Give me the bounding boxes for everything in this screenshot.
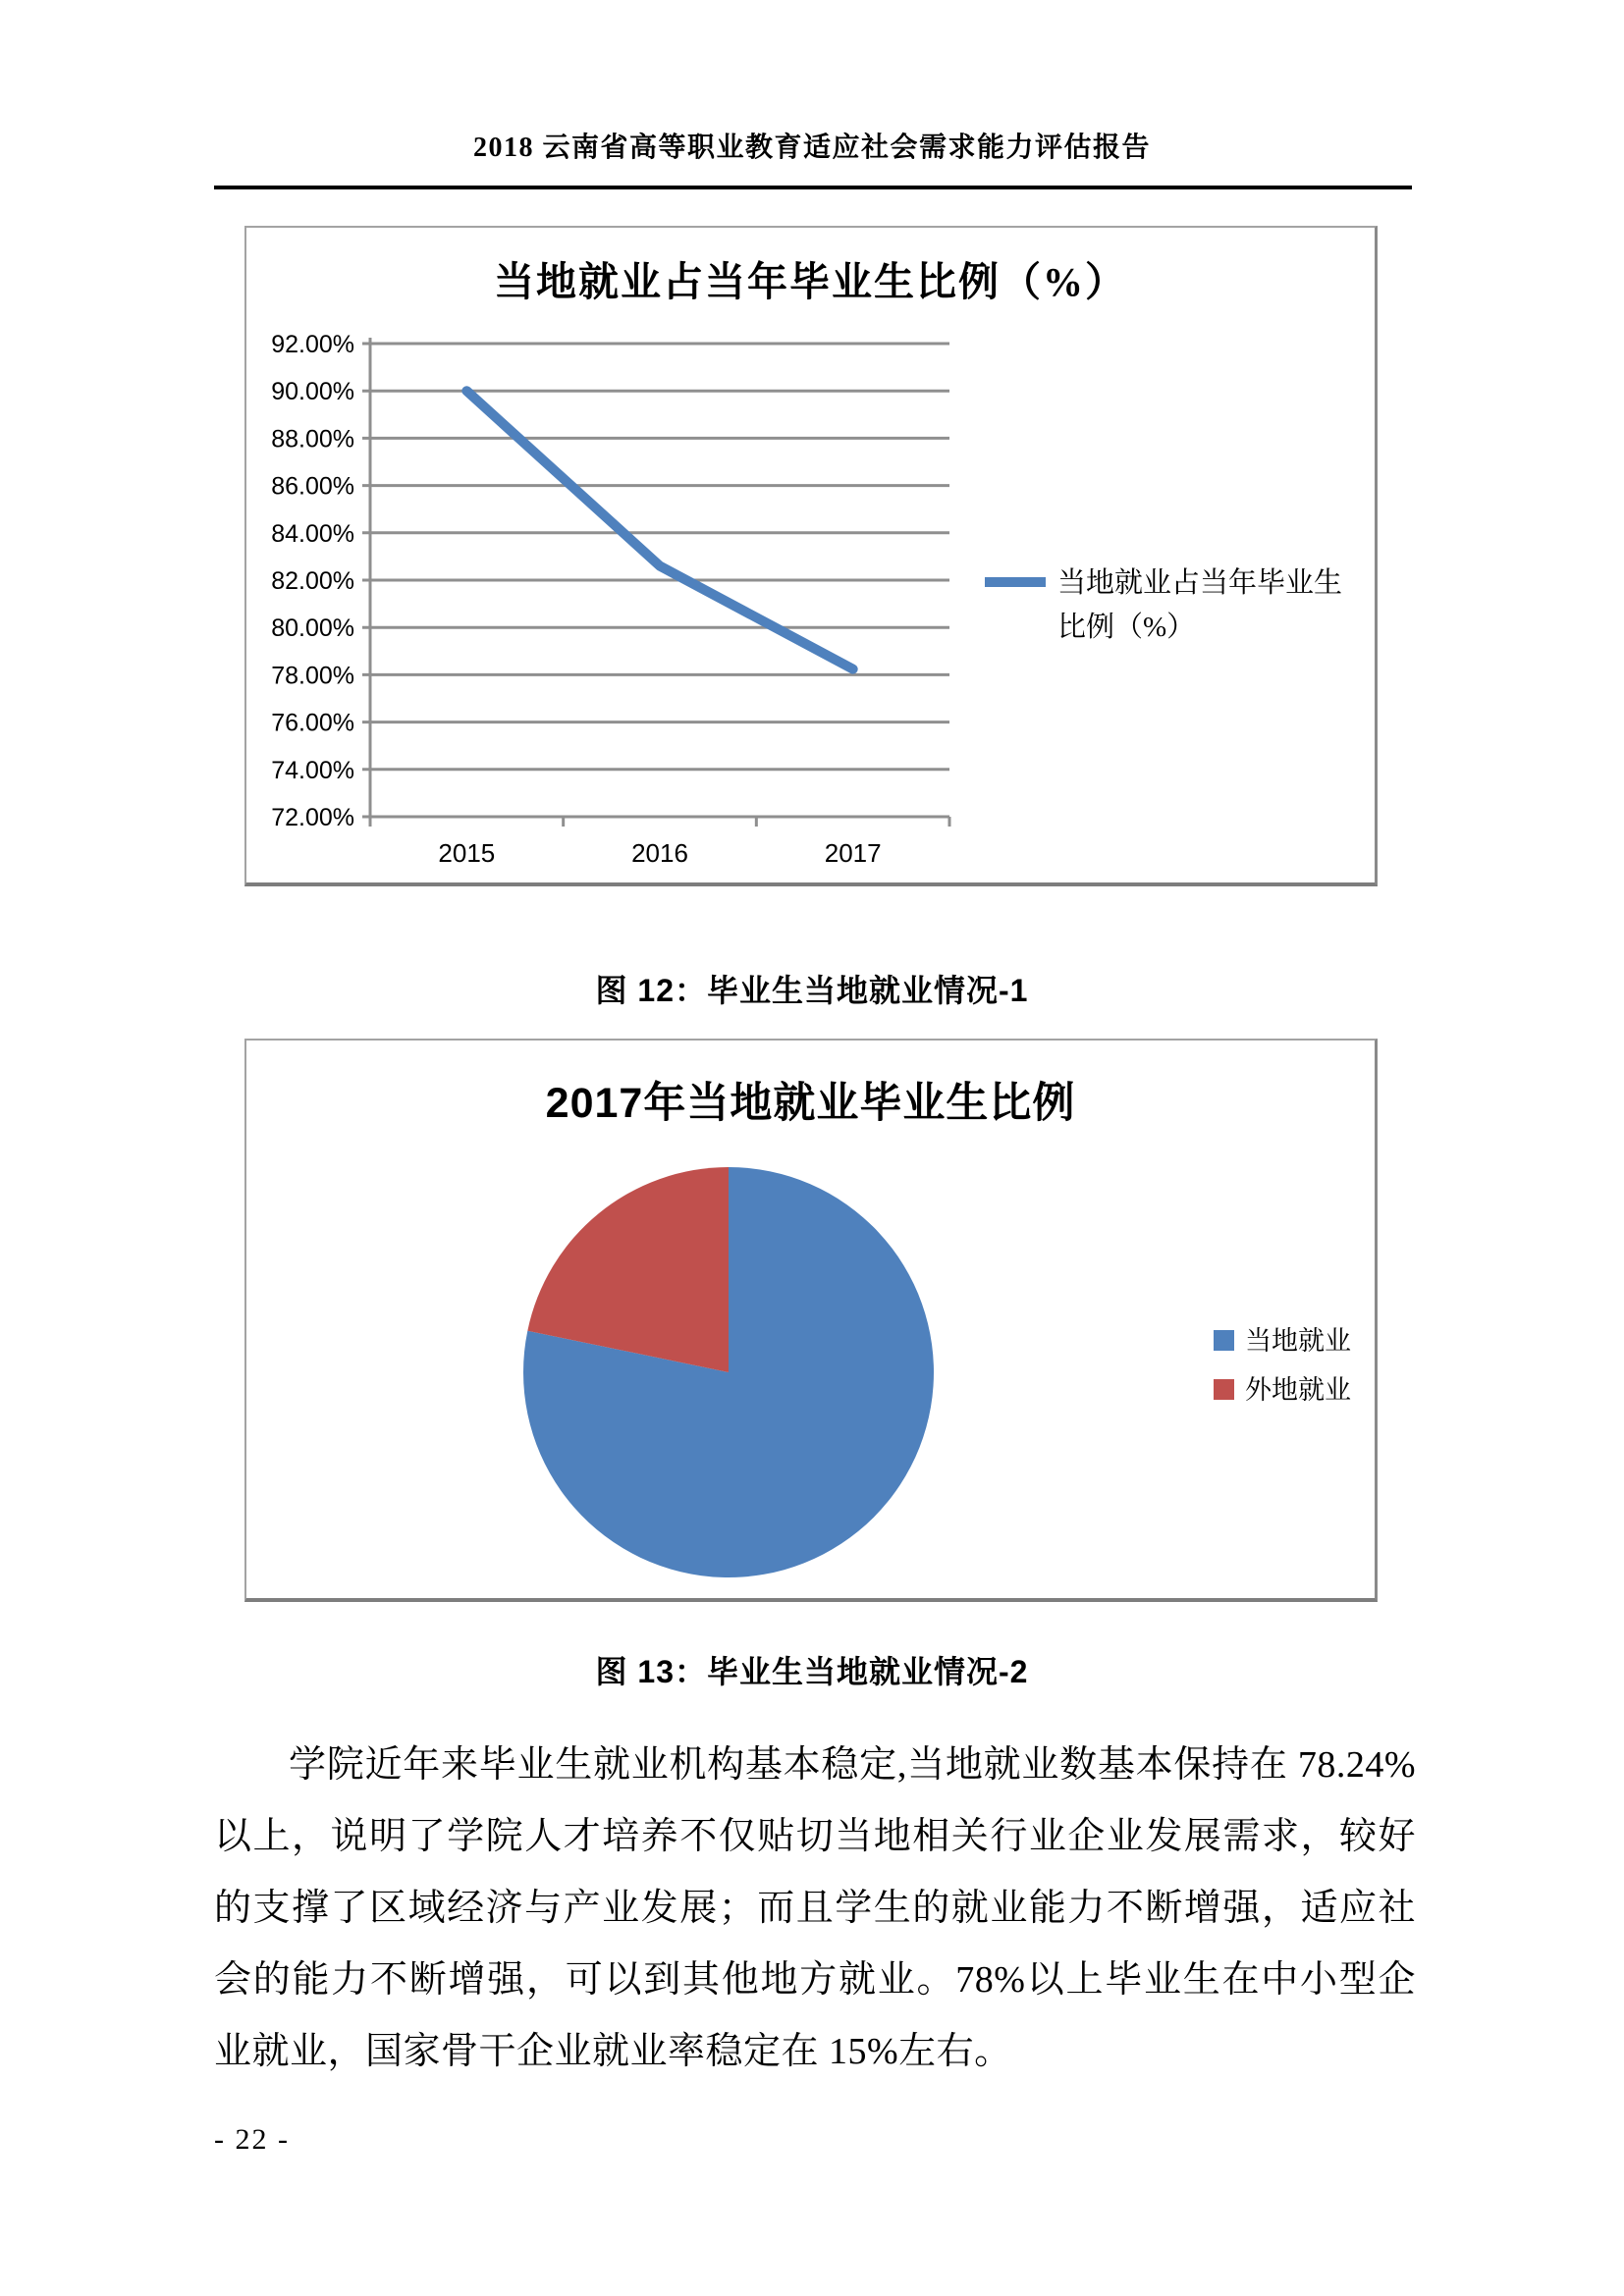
y-tick-label: 92.00%: [271, 331, 354, 358]
page-number: - 22 -: [214, 2123, 290, 2156]
x-tick-label: 2016: [631, 838, 688, 868]
figure-12-line-chart: [244, 226, 1378, 886]
y-tick-label: 74.00%: [271, 756, 354, 784]
line-chart-legend: [985, 561, 1370, 650]
y-tick-label: 86.00%: [271, 472, 354, 501]
pie-chart-title: 2017年当地就业毕业生比例: [545, 1080, 1076, 1127]
figure-13-pie-chart: [244, 1039, 1378, 1602]
pie-chart-plot-area: [246, 1041, 1375, 1598]
x-tick-label: 2015: [438, 838, 496, 868]
x-tick-label: 2017: [824, 838, 882, 868]
pie-chart-svg: [246, 1041, 1375, 1598]
header-title: 2018 云南省高等职业教育适应社会需求能力评估报告: [472, 133, 1151, 163]
legend-swatch-local-icon: [1214, 1330, 1234, 1351]
legend-item-nonlocal-employment: [1214, 1372, 1351, 1408]
legend-label-nonlocal: 外地就业: [1245, 1375, 1351, 1405]
line-chart-legend-label: 当地就业占当年毕业生比例（%）: [1057, 567, 1343, 643]
line-chart-title: 当地就业占当年毕业生比例（%）: [494, 259, 1127, 304]
header-rule: [214, 186, 1412, 189]
body-paragraph: 学院近年来毕业生就业机构基本稳定,当地就业数基本保持在 78.24%以上，说明了学院人才培养不仅贴切当地相关行业企业发展需求，较好的支撑了区域经济与产业发展；而且学生的就业能力不断增强，适应社会的能力不断增强，可以到其他地方就业。78%以上毕业生在中小型企业就业，国家骨干企业就业率稳定在 15%左右。: [214, 1744, 1416, 2072]
figure-13-caption: 图 13：毕业生当地就业情况-2: [595, 1654, 1029, 1689]
y-tick-label: 80.00%: [271, 614, 354, 643]
line-chart-svg: [246, 228, 1375, 882]
y-tick-label: 90.00%: [271, 378, 354, 406]
legend-line-sample-icon: [985, 577, 1046, 587]
y-tick-label: 82.00%: [271, 567, 354, 595]
legend-label-local: 当地就业: [1245, 1326, 1351, 1356]
legend-swatch-nonlocal-icon: [1214, 1379, 1234, 1400]
y-tick-label: 84.00%: [271, 519, 354, 548]
legend-item-local-employment: [1214, 1323, 1351, 1359]
line-chart-plot-area: [246, 228, 1375, 882]
y-tick-label: 88.00%: [271, 425, 354, 454]
y-tick-label: 72.00%: [271, 804, 354, 831]
y-tick-label: 78.00%: [271, 662, 354, 690]
pie-chart-legend: [1214, 1323, 1351, 1408]
figure-12-caption: 图 12：毕业生当地就业情况-1: [595, 973, 1029, 1008]
y-tick-label: 76.00%: [271, 709, 354, 737]
